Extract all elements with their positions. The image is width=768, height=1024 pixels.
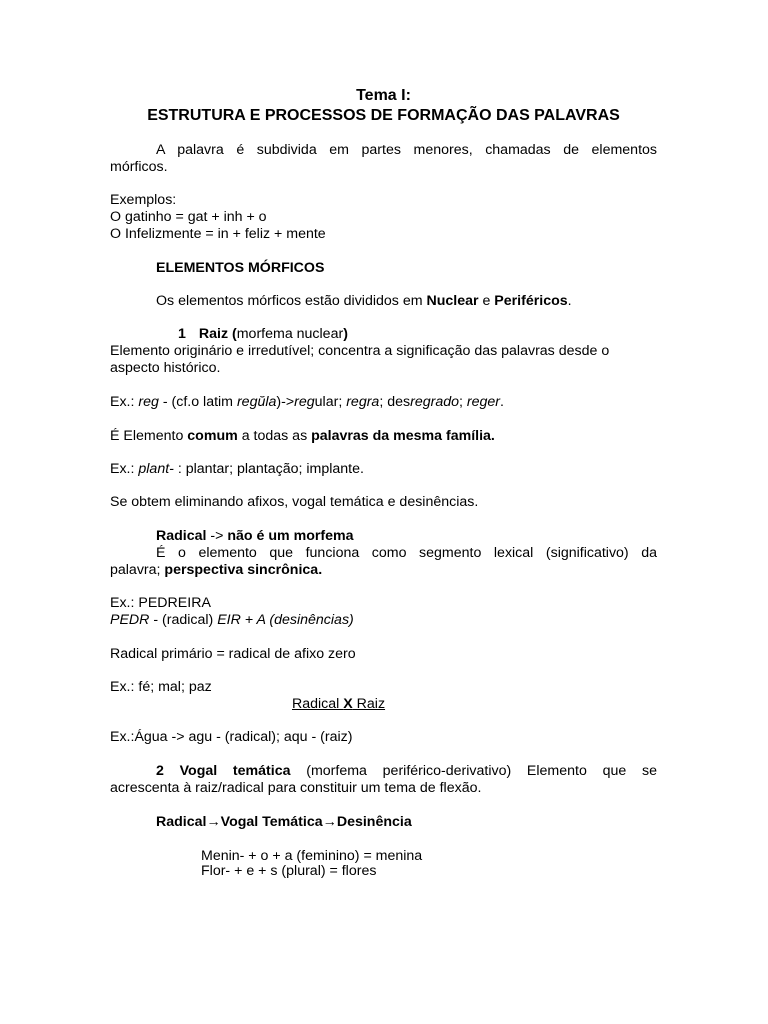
vogal-description: acrescenta à raiz/radical para constituir um tema de flexão. [110, 780, 482, 796]
arrow-right-icon: → [322, 814, 337, 830]
raiz-description-2: aspecto histórico. [110, 360, 221, 376]
section-heading: ELEMENTOS MÓRFICOS [156, 260, 325, 276]
radical-description-1: É o elemento que funciona como segmento lexical (significativo) da [156, 545, 657, 561]
title-line-1: Tema I: [356, 87, 411, 104]
example-1: O gatinho = gat + inh + o [110, 209, 267, 225]
examples-heading: Exemplos: [110, 192, 177, 208]
arrow-right-icon: → [206, 814, 221, 830]
flores-example: Flor- + e + s (plural) = flores [201, 863, 377, 879]
raiz-heading: 1 Raiz (morfema nuclear) [178, 326, 348, 342]
raiz-comum-line: É Elemento comum a todas as palavras da mesma família. [110, 428, 495, 444]
fe-mal-paz-example: Ex.: fé; mal; paz [110, 679, 212, 695]
radical-heading: Radical -> não é um morfema [156, 528, 354, 544]
raiz-description-1: Elemento originário e irredutível; concentra a significação das palavras desde o [110, 343, 610, 359]
pedr-example: PEDR - (radical) EIR + A (desinências) [110, 612, 354, 628]
menina-example: Menin- + o + a (feminino) = menina [201, 848, 423, 864]
radical-description-2: palavra; perspectiva sincrônica. [110, 562, 323, 578]
agua-example: Ex.:Água -> agu - (radical); aqu - (raiz) [110, 729, 353, 745]
intro-line-1: A palavra é subdivida em partes menores, chamadas de elementos [156, 142, 657, 158]
plant-example: Ex.: plant- : plantar; plantação; implante. [110, 461, 364, 477]
vogal-heading: 2 Vogal temática (morfema periférico-derivativo) Elemento que se [156, 763, 657, 779]
example-2: O Infelizmente = in + feliz + mente [110, 226, 326, 242]
intro-line-2: mórficos. [110, 159, 168, 175]
radical-vs-raiz: Radical X Raiz [292, 696, 386, 712]
obtem-line: Se obtem eliminando afixos, vogal temática e desinências. [110, 494, 479, 510]
vogal-chain: Radical→Vogal Temática→Desinência [156, 814, 412, 830]
pedreira-example: Ex.: PEDREIRA [110, 595, 211, 611]
division-line: Os elementos mórficos estão divididos em Nuclear e Periféricos. [156, 293, 572, 309]
radical-primario-line: Radical primário = radical de afixo zero [110, 646, 356, 662]
title-line-2: ESTRUTURA E PROCESSOS DE FORMAÇÃO DAS PALAVRAS [147, 107, 620, 124]
raiz-example: Ex.: reg - (cf.o latim regŭla)->regular; regra; desregrado; reger. [110, 394, 504, 410]
